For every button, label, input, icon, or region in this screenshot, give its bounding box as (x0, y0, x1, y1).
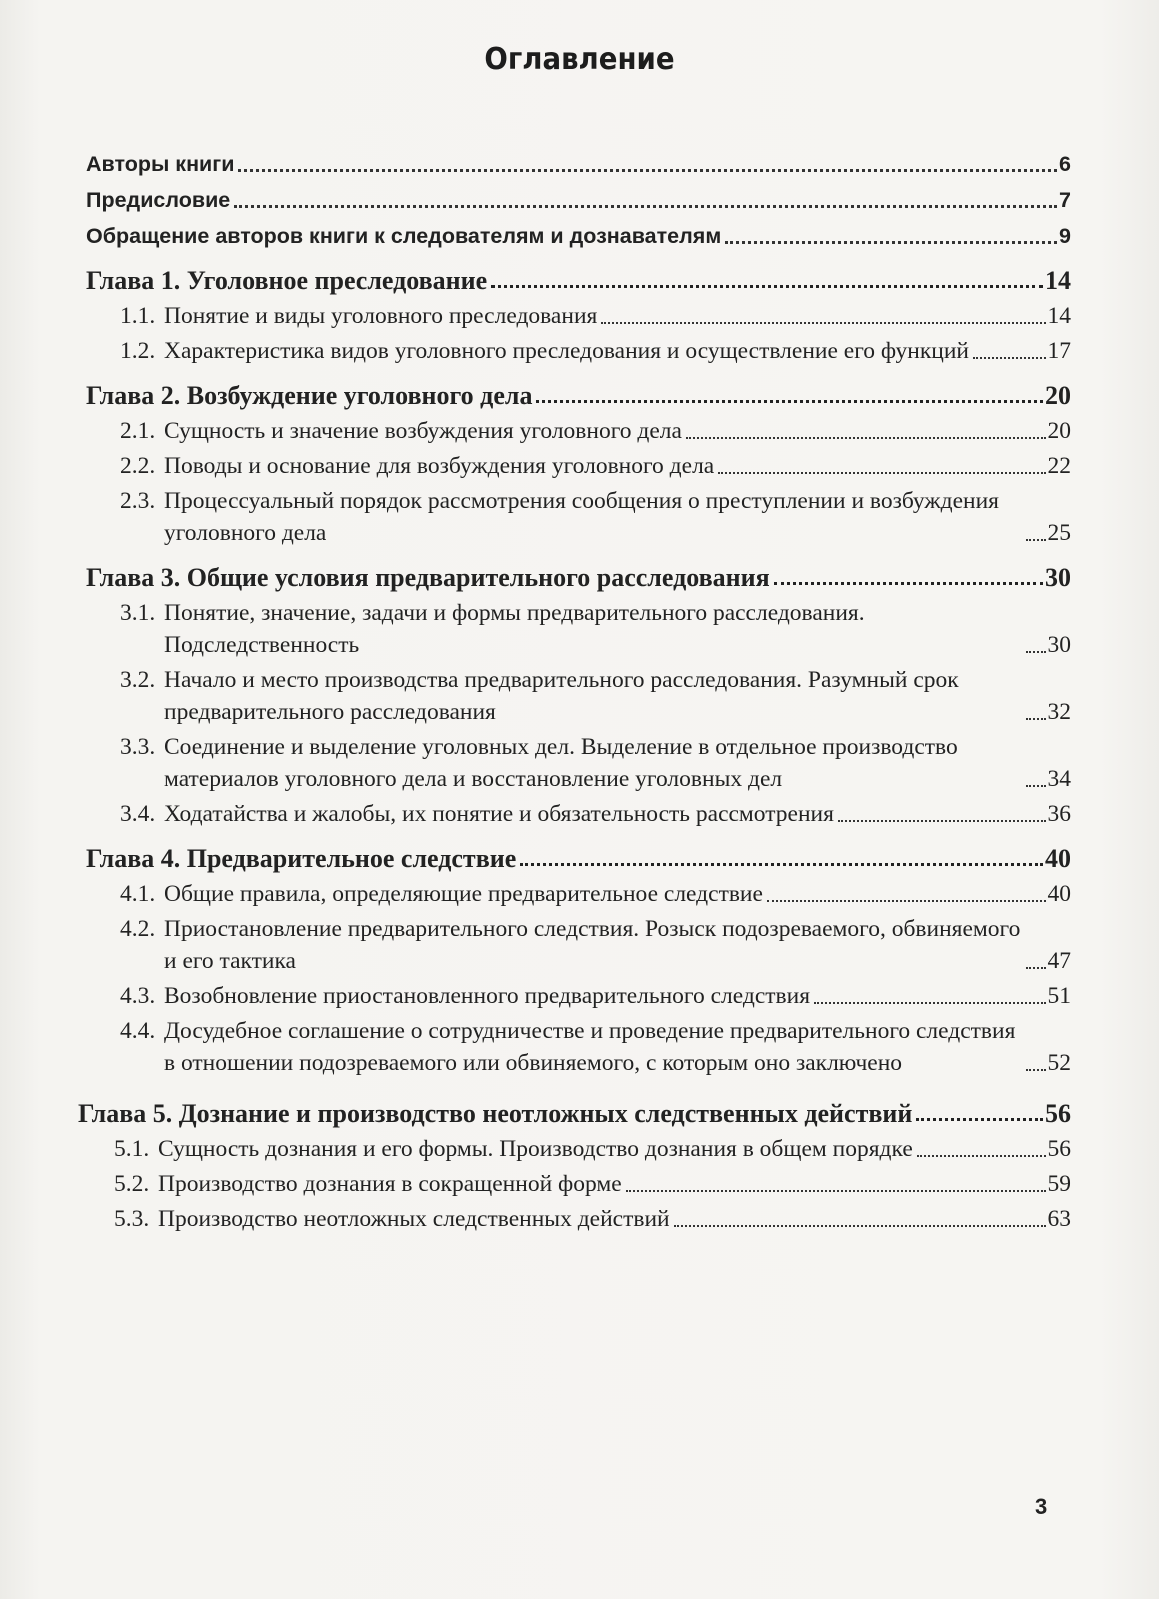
leader-dots (774, 581, 1043, 585)
leader-dots (238, 168, 1057, 172)
page-title: Оглавление (484, 42, 675, 77)
toc-section-3-4[interactable]: 3.4. Ходатайства и жалобы, их понятие и обязательность рассмотрения 36 (120, 801, 1071, 827)
toc-section-2-1[interactable]: 2.1. Сущность и значение возбуждения уголовного дела 20 (120, 418, 1071, 444)
toc-section-2-3[interactable]: 2.3. Процессуальный порядок рассмотрения сообщения о преступлении и возбуждения уголовного дела 25 (120, 488, 1071, 546)
leader-dots (1026, 966, 1046, 969)
leader-dots (491, 284, 1043, 288)
leader-dots (234, 204, 1057, 208)
toc-chapter-4[interactable]: Глава 4. Предварительное следствие 40 (86, 844, 1071, 873)
toc-section-4-1[interactable]: 4.1. Общие правила, определяющие предварительное следствие 40 (120, 881, 1071, 907)
toc-chapter-3[interactable]: Глава 3. Общие условия предварительного расследования 30 (86, 563, 1071, 592)
page-number: 3 (1035, 1494, 1048, 1519)
toc-section-4-2[interactable]: 4.2. Приостановление предварительного следствия. Розыск подозреваемого, обвиняемого и его тактика 47 (120, 916, 1071, 974)
leader-dots (536, 399, 1043, 403)
toc-section-3-1[interactable]: 3.1. Понятие, значение, задачи и формы предварительного расследования. Подследственность 30 (120, 600, 1071, 658)
leader-dots (1026, 784, 1046, 787)
toc-chapter-1[interactable]: Глава 1. Уголовное преследование 14 (86, 266, 1071, 295)
toc-entry-preface[interactable]: Предисловие 7 (86, 188, 1071, 212)
toc-entry-authors[interactable]: Авторы книги 6 (86, 152, 1071, 176)
leader-dots (916, 1117, 1043, 1121)
toc-section-3-3[interactable]: 3.3. Соединение и выделение уголовных дел. Выделение в отдельное производство материалов уголовного дела и восстановление уголовных дел 34 (120, 734, 1071, 792)
leader-dots (626, 1189, 1046, 1192)
leader-dots (1026, 1068, 1046, 1071)
leader-dots (973, 356, 1045, 359)
leader-dots (838, 819, 1046, 822)
leader-dots (1026, 650, 1046, 653)
toc-section-4-4[interactable]: 4.4. Досудебное соглашение о сотрудничестве и проведение предварительного следствия в отношении подозреваемого или обвиняемого, с которым оно заключено 52 (120, 1018, 1071, 1076)
leader-dots (674, 1224, 1046, 1227)
leader-dots (1026, 538, 1046, 541)
leader-dots (917, 1154, 1046, 1157)
toc-section-3-2[interactable]: 3.2. Начало и место производства предварительного расследования. Разумный срок предварительного расследования 32 (120, 667, 1071, 725)
toc-section-5-2[interactable]: 5.2. Производство дознания в сокращенной форме 59 (114, 1171, 1071, 1197)
toc-section-4-3[interactable]: 4.3. Возобновление приостановленного предварительного следствия 51 (120, 983, 1071, 1009)
table-of-contents (78, 148, 1071, 1238)
toc-section-5-3[interactable]: 5.3. Производство неотложных следственных действий 63 (114, 1206, 1071, 1232)
leader-dots (814, 1001, 1045, 1004)
toc-section-1-1[interactable]: 1.1. Понятие и виды уголовного преследования 14 (120, 303, 1071, 329)
toc-chapter-5[interactable]: Глава 5. Дознание и производство неотложных следственных действий 56 (78, 1099, 1071, 1128)
leader-dots (686, 436, 1046, 439)
toc-section-2-2[interactable]: 2.2. Поводы и основание для возбуждения уголовного дела 22 (120, 453, 1071, 479)
toc-entry-address[interactable]: Обращение авторов книги к следователям и дознавателям 9 (86, 224, 1071, 248)
toc-section-5-1[interactable]: 5.1. Сущность дознания и его формы. Производство дознания в общем порядке 56 (114, 1136, 1071, 1162)
leader-dots (601, 321, 1045, 324)
leader-dots (1026, 717, 1046, 720)
leader-dots (767, 899, 1046, 902)
leader-dots (725, 240, 1057, 244)
leader-dots (718, 471, 1045, 474)
leader-dots (520, 862, 1043, 866)
toc-section-1-2[interactable]: 1.2. Характеристика видов уголовного преследования и осуществление его функций 17 (120, 338, 1071, 364)
toc-chapter-2[interactable]: Глава 2. Возбуждение уголовного дела 20 (86, 381, 1071, 410)
